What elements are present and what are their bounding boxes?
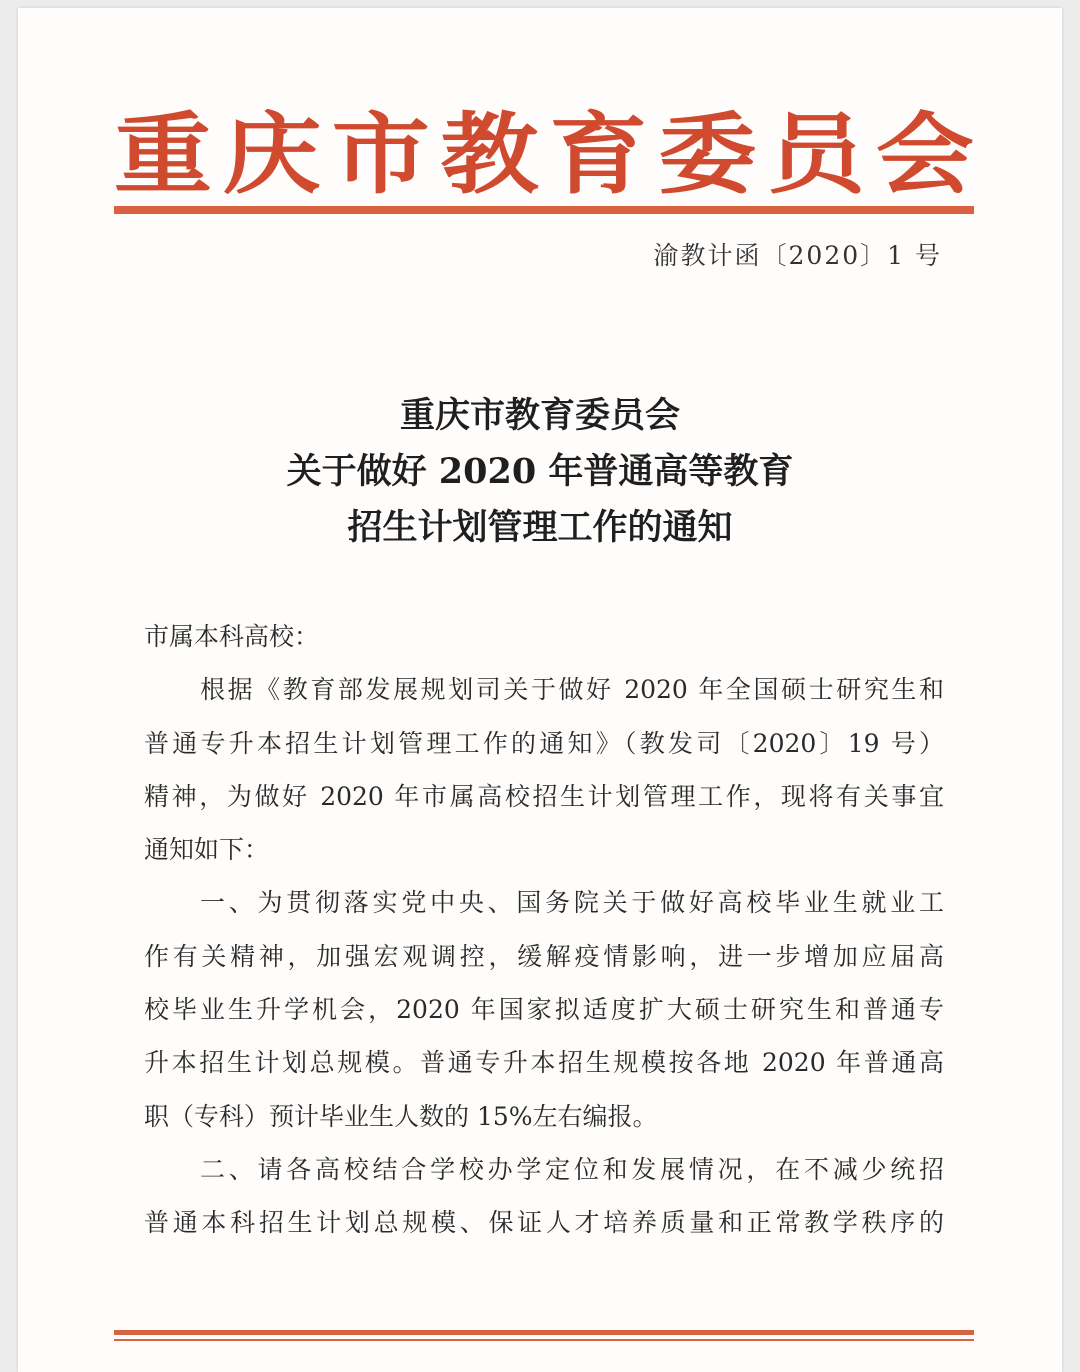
body-line: 升本招生计划总规模。普通专升本招生规模按各地 2020 年普通高 xyxy=(144,1048,944,1078)
body-line: 普通本科招生计划总规模、保证人才培养质量和正常教学秩序的 xyxy=(144,1208,944,1238)
letterhead-char: 重 xyxy=(114,102,213,206)
body-line: 普通专升本招生计划管理工作的通知》（教发司〔2020〕19 号） xyxy=(144,728,944,758)
letterhead-char: 会 xyxy=(875,102,974,206)
letterhead-char: 员 xyxy=(767,102,866,206)
document-number: 渝教计函〔2020〕1 号 xyxy=(653,241,942,270)
footer-divider xyxy=(114,1330,974,1335)
body-line: 职（专科）预计毕业生人数的 15%左右编报。 xyxy=(144,1101,658,1131)
title-line: 重庆市教育委员会 xyxy=(399,395,680,436)
body-line: 作有关精神，加强宏观调控，缓解疫情影响，进一步增加应届高 xyxy=(144,941,944,971)
letterhead-char: 教 xyxy=(440,102,539,206)
title-line: 招生计划管理工作的通知 xyxy=(347,507,733,548)
document-title xyxy=(18,388,1062,556)
letterhead-char: 委 xyxy=(658,102,757,206)
letterhead-char: 育 xyxy=(549,102,648,206)
body-line: 二、请各高校结合学校办学定位和发展情况，在不减少统招 xyxy=(200,1154,944,1184)
body-line: 校毕业生升学机会，2020 年国家拟适度扩大硕士研究生和普通专 xyxy=(144,995,944,1025)
letterhead-divider xyxy=(114,206,974,214)
letterhead-char: 市 xyxy=(331,102,430,206)
title-line: 关于做好 2020 年普通高等教育 xyxy=(286,451,794,492)
body-line: 根据《教育部发展规划司关于做好 2020 年全国硕士研究生和 xyxy=(200,675,944,705)
salutation: 市属本科高校： xyxy=(144,622,320,651)
document-body xyxy=(144,610,944,1250)
body-line: 通知如下： xyxy=(144,835,270,865)
document-page[interactable] xyxy=(18,8,1062,1372)
body-line: 一、为贯彻落实党中央、国务院关于做好高校毕业生就业工 xyxy=(200,888,944,918)
body-line: 精神，为做好 2020 年市属高校招生计划管理工作，现将有关事宜 xyxy=(144,781,944,811)
letterhead-char: 庆 xyxy=(222,102,321,206)
footer-divider-thin xyxy=(114,1339,974,1341)
letterhead xyxy=(114,92,974,206)
